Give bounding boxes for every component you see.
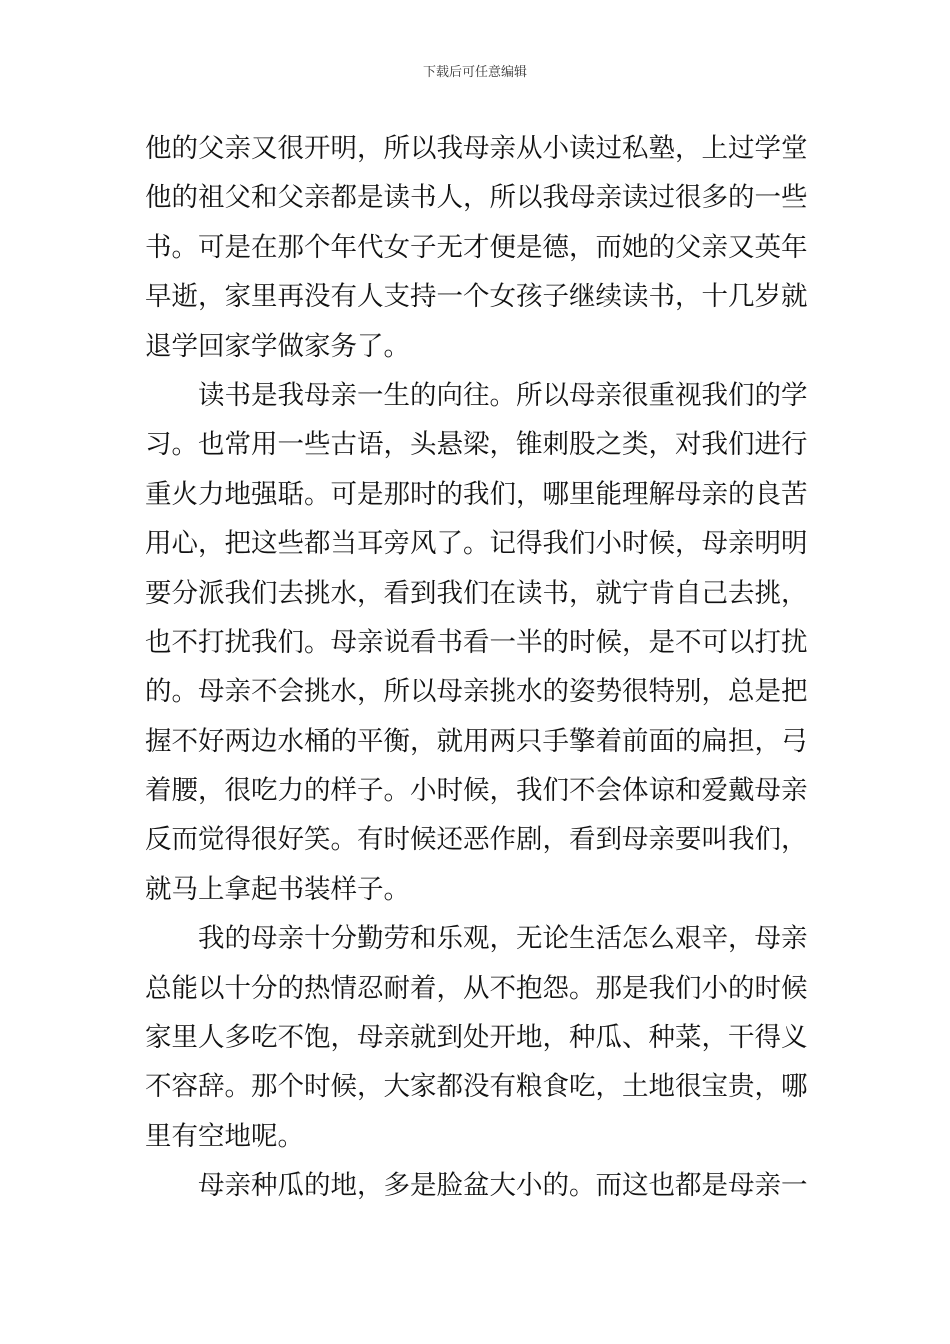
page-header: 下载后可任意编辑 — [422, 65, 527, 80]
text-line: 握不好两边水桶的平衡，就用两只手擎着前面的扁担，弓 — [145, 725, 808, 757]
text-line: 重火力地强聒。可是那时的我们，哪里能理解母亲的良苦 — [145, 478, 808, 510]
paragraph-first-line: 母亲种瓜的地，多是脸盆大小的。而这也都是母亲一 — [198, 1170, 808, 1202]
text-line: 反而觉得很好笑。有时候还恶作剧，看到母亲要叫我们， — [145, 824, 808, 856]
text-line: 总能以十分的热情忍耐着，从不抱怨。那是我们小的时候 — [145, 972, 808, 1004]
text-line: 里有空地呢。 — [145, 1120, 304, 1152]
text-line: 早逝，家里再没有人支持一个女孩子继续读书，十几岁就 — [145, 281, 808, 313]
text-line: 就马上拿起书装样子。 — [145, 873, 410, 905]
text-line: 退学回家学做家务了。 — [145, 330, 410, 362]
document-body — [145, 124, 809, 1211]
text-line: 他的父亲又很开明，所以我母亲从小读过私塾，上过学堂 — [145, 133, 808, 164]
text-line: 他的祖父和父亲都是读书人，所以我母亲读过很多的一些 — [145, 182, 808, 214]
text-line: 着腰，很吃力的样子。小时候，我们不会体谅和爱戴母亲 — [145, 775, 808, 807]
text-line: 也不打扰我们。母亲说看书看一半的时候，是不可以打扰 — [145, 626, 808, 658]
paragraph-first-line: 我的母亲十分勤劳和乐观，无论生活怎么艰辛，母亲 — [198, 923, 808, 955]
text-line: 家里人多吃不饱，母亲就到处开地，种瓜、种菜，干得义 — [145, 1022, 808, 1054]
text-line: 用心，把这些都当耳旁风了。记得我们小时候，母亲明明 — [145, 528, 808, 560]
text-line: 不容辞。那个时候，大家都没有粮食吃，土地很宝贵，哪 — [145, 1071, 808, 1103]
text-line: 书。可是在那个年代女子无才便是德，而她的父亲又英年 — [145, 231, 808, 263]
text-line: 的。母亲不会挑水，所以母亲挑水的姿势很特别，总是把 — [145, 676, 808, 708]
text-line: 习。也常用一些古语，头悬梁，锥刺股之类，对我们进行 — [145, 429, 808, 461]
paragraph-first-line: 读书是我母亲一生的向往。所以母亲很重视我们的学 — [198, 379, 808, 411]
text-line: 要分派我们去挑水，看到我们在读书，就宁肯自己去挑， — [145, 577, 808, 609]
